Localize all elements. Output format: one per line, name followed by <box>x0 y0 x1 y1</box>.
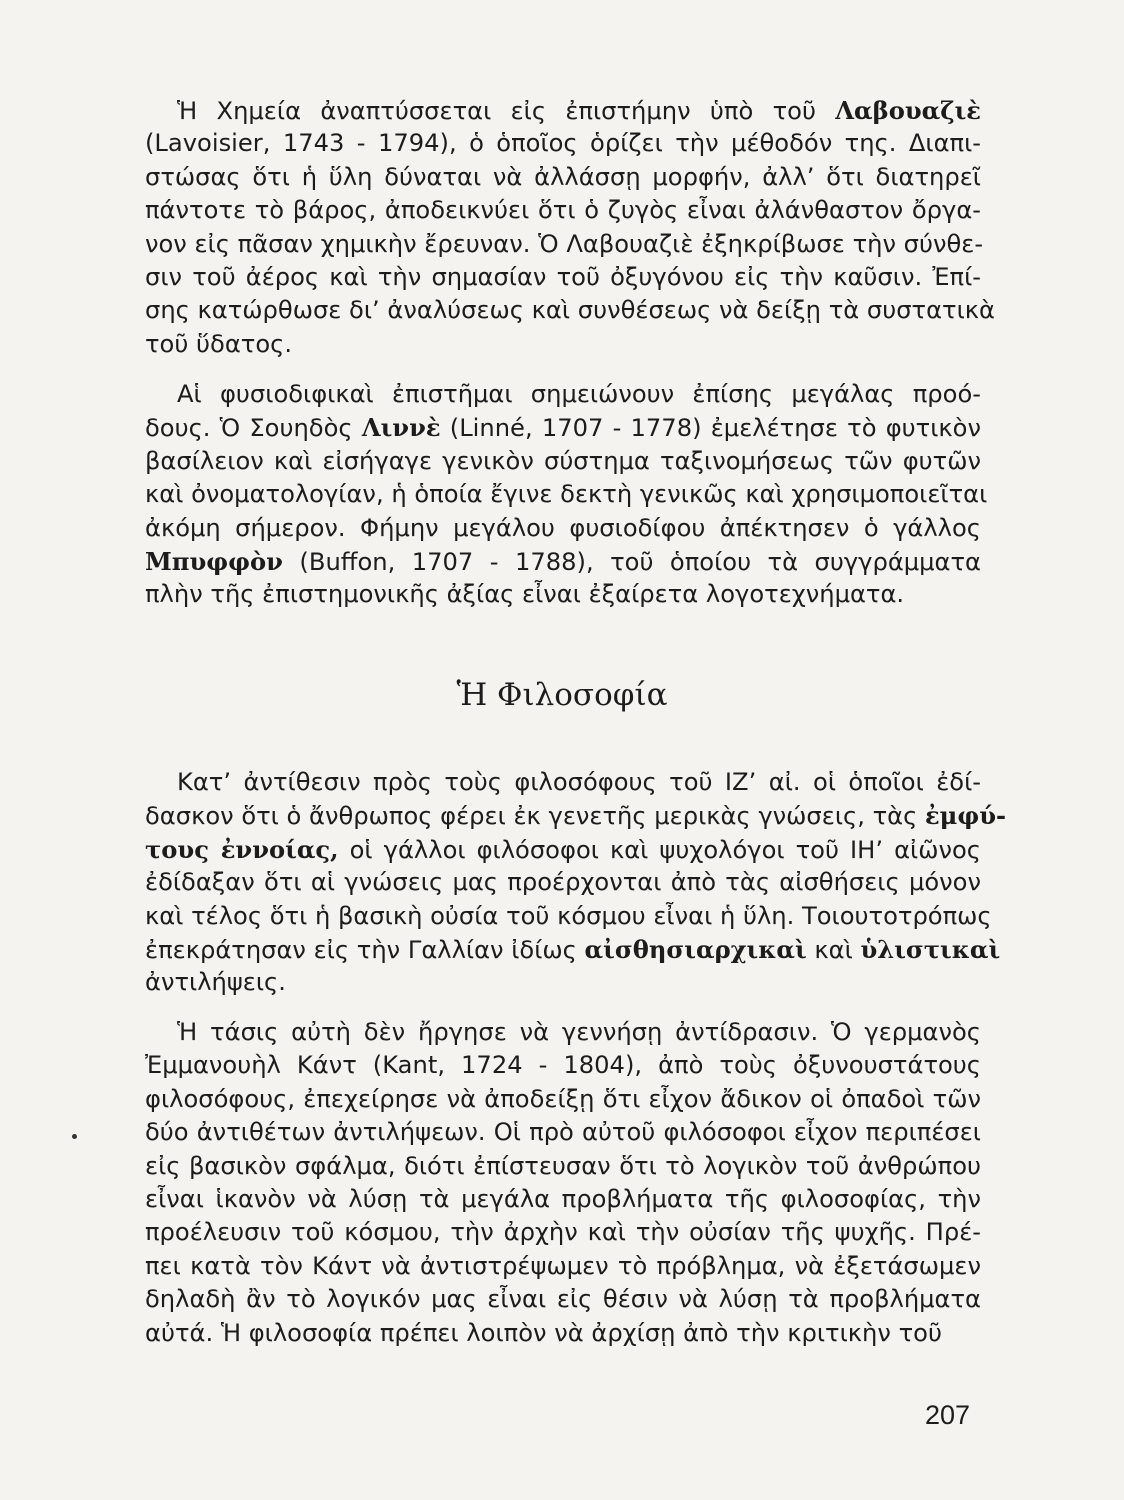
bold-term: τους ἐννοίας, <box>145 834 339 864</box>
text-line <box>145 933 1001 966</box>
text-run: Κατ’ ἀντίθεσιν πρὸς τοὺς φιλοσόφους τοῦ ΙΖ’ αἰ. οἱ ὁποῖοι ἐδί- <box>177 768 981 796</box>
text-line <box>145 94 981 127</box>
bold-term: Λιννὲ <box>361 413 441 443</box>
text-run: καὶ ὀνοματολογίαν, ἡ ὁποία ἔγινε δεκτὴ γενικῶς καὶ χρησιμοποιεῖται <box>145 480 988 509</box>
text-line <box>145 966 981 999</box>
text-run: ἐδίδαξαν ὅτι αἱ γνώσεις μας προέρχονται ἀπὸ τὰς αἰσθήσεις μόνον <box>145 868 981 897</box>
text-line <box>145 411 981 444</box>
bold-term: Λαβουαζιὲ <box>835 96 981 125</box>
bold-term: ὑλιστικαὶ <box>860 934 1001 964</box>
text-run: πάντοτε τὸ βάρος, ἀποδεικνύει ὅτι ὁ ζυγὸς εἶναι ἀλάνθαστον ὄργα- <box>145 196 981 225</box>
text-run: καὶ τέλος ὅτι ἡ βασικὴ οὐσία τοῦ κόσμου εἶναι ἡ ὕλη. Τοιουτοτρόπως <box>145 901 992 930</box>
text-line <box>145 445 981 478</box>
paragraph-lavoisier <box>145 94 995 361</box>
bleed-through-decoration <box>760 640 768 665</box>
paragraph-french-philosophers <box>145 766 1007 1000</box>
text-run: σιν τοῦ ἀέρος καὶ τὴν σημασίαν τοῦ ὀξυγόνου εἰς τὴν καῦσιν. Ἐπί- <box>145 262 981 291</box>
text-line <box>145 578 981 611</box>
text-line <box>145 127 981 160</box>
margin-dot-mark <box>72 1134 77 1139</box>
section-heading: Ἡ Φιλοσοφία <box>456 677 668 713</box>
text-run: (Lavoisier, 1743 - 1794), ὁ ὁποῖος ὁρίζει τὴν μέθοδόν της. Διαπι- <box>145 129 981 158</box>
text-run: αὐτά. Ἡ φιλοσοφία πρέπει λοιπὸν νὰ ἀρχίσῃ ἀπὸ τὴν κριτικὴν τοῦ <box>145 1318 942 1347</box>
text-line <box>145 833 981 866</box>
text-run: προέλευσιν τοῦ κόσμου, τὴν ἀρχὴν καὶ τὴν οὐσίαν τῆς ψυχῆς. Πρέ- <box>145 1218 981 1247</box>
text-line <box>145 1049 981 1082</box>
text-run: Ἐμμανουὴλ Κάντ (Kant, 1724 - 1804), ἀπὸ τοὺς ὀξυνουστάτους <box>145 1051 981 1080</box>
text-run: στώσας ὅτι ἡ ὕλη δύναται νὰ ἀλλάσσῃ μορφήν, ἀλλ’ ὅτι διατηρεῖ <box>145 162 981 191</box>
text-line <box>145 261 981 294</box>
text-run: δηλαδὴ ἂν τὸ λογικόν μας εἶναι εἰς θέσιν νὰ λύσῃ τὰ προβλήματα <box>145 1285 981 1314</box>
bold-term: αἰσθησιαρχικαὶ <box>584 934 807 964</box>
page-number: 207 <box>925 1400 971 1430</box>
text-run: Ἡ τάσις αὐτὴ δὲν ἤργησε νὰ γεννήσῃ ἀντίδρασιν. Ὁ γερμανὸς <box>177 1018 981 1046</box>
text-run: πλὴν τῆς ἐπιστημονικῆς ἀξίας εἶναι ἐξαίρετα λογοτεχνήματα. <box>145 580 905 609</box>
text-line <box>145 512 981 545</box>
text-run: δασκον ὅτι ὁ ἄνθρωπος φέρει ἐκ γενετῆς μερικὰς γνώσεις, τὰς <box>145 802 925 831</box>
text-line <box>145 1083 981 1116</box>
text-line <box>145 799 1007 832</box>
text-line <box>145 328 981 361</box>
text-line <box>145 161 981 194</box>
text-line <box>145 1317 981 1350</box>
text-line <box>145 1283 981 1316</box>
text-line <box>145 1116 981 1149</box>
text-line <box>145 228 984 261</box>
text-line <box>145 766 981 799</box>
text-line <box>145 1150 981 1183</box>
text-run: ἐπεκράτησαν εἰς τὴν Γαλλίαν ἰδίως <box>145 935 585 964</box>
text-run: (Linné, 1707 - 1778) ἐμελέτησε τὸ φυτικὸν <box>440 414 981 443</box>
text-run: καὶ <box>806 935 861 964</box>
text-run: ἀντιλήψεις. <box>145 968 286 997</box>
text-run: σης κατώρθωσε δι’ ἀναλύσεως καὶ συνθέσεως νὰ δείξῃ τὰ συστατικὰ <box>145 296 995 325</box>
text-line <box>145 1216 981 1249</box>
text-line <box>145 1250 981 1283</box>
text-run: τοῦ ὕδατος. <box>145 329 293 358</box>
text-line <box>145 478 988 511</box>
text-run: δους. Ὁ Σουηδὸς <box>145 414 362 443</box>
text-line <box>145 1183 981 1216</box>
text-run: δύο ἀντιθέτων ἀντιλήψεων. Οἱ πρὸ αὐτοῦ φιλόσοφοι εἶχον περιπέσει <box>145 1118 981 1147</box>
text-run: νον εἰς πᾶσαν χημικὴν ἔρευναν. Ὁ Λαβουαζιὲ ἐξηκρίβωσε τὴν σύνθε- <box>145 229 984 258</box>
text-run: εἰς βασικὸν σφάλμα, διότι ἐπίστευσαν ὅτι τὸ λογικὸν τοῦ ἀνθρώπου <box>145 1151 981 1180</box>
text-line <box>145 900 992 933</box>
text-run: Αἱ φυσιοδιφικαὶ ἐπιστῆμαι σημειώνουν ἐπίσης μεγάλας προό- <box>177 380 981 408</box>
text-run: (Buffon, 1707 - 1788), τοῦ ὁποίου τὰ συγγράμματα <box>282 547 981 576</box>
paragraph-linne-buffon <box>145 378 988 612</box>
text-line <box>145 866 981 899</box>
text-line <box>145 1016 981 1049</box>
text-line <box>145 545 981 578</box>
text-run: φιλοσόφους, ἐπεχείρησε νὰ ἀποδείξῃ ὅτι εἶχον ἄδικον οἱ ὀπαδοὶ τῶν <box>145 1084 981 1113</box>
text-run: Ἡ Χημεία ἀναπτύσσεται εἰς ἐπιστήμην ὑπὸ τοῦ <box>177 97 836 125</box>
text-run: οἱ γάλλοι φιλόσοφοι καὶ ψυχολόγοι τοῦ ΙΗ’ αἰῶνος <box>338 835 981 864</box>
text-line <box>145 378 981 411</box>
bold-term: ἐμφύ- <box>924 801 1007 831</box>
paragraph-kant <box>145 1016 981 1350</box>
text-run: πει κατὰ τὸν Κάντ νὰ ἀντιστρέψωμεν τὸ πρόβλημα, νὰ ἐξετάσωμεν <box>145 1251 981 1280</box>
text-run: εἶναι ἱκανὸν νὰ λύσῃ τὰ μεγάλα προβλήματα τῆς φιλοσοφίας, τὴν <box>145 1184 981 1213</box>
text-run: ἀκόμη σήμερον. Φήμην μεγάλου φυσιοδίφου ἀπέκτησεν ὁ γάλλος <box>145 513 981 542</box>
text-line <box>145 194 981 227</box>
text-line <box>145 294 995 327</box>
bold-term: Μπυφφὸν <box>145 546 283 576</box>
text-run: βασίλειον καὶ εἰσήγαγε γενικὸν σύστημα ταξινομήσεως τῶν φυτῶν <box>145 446 981 475</box>
